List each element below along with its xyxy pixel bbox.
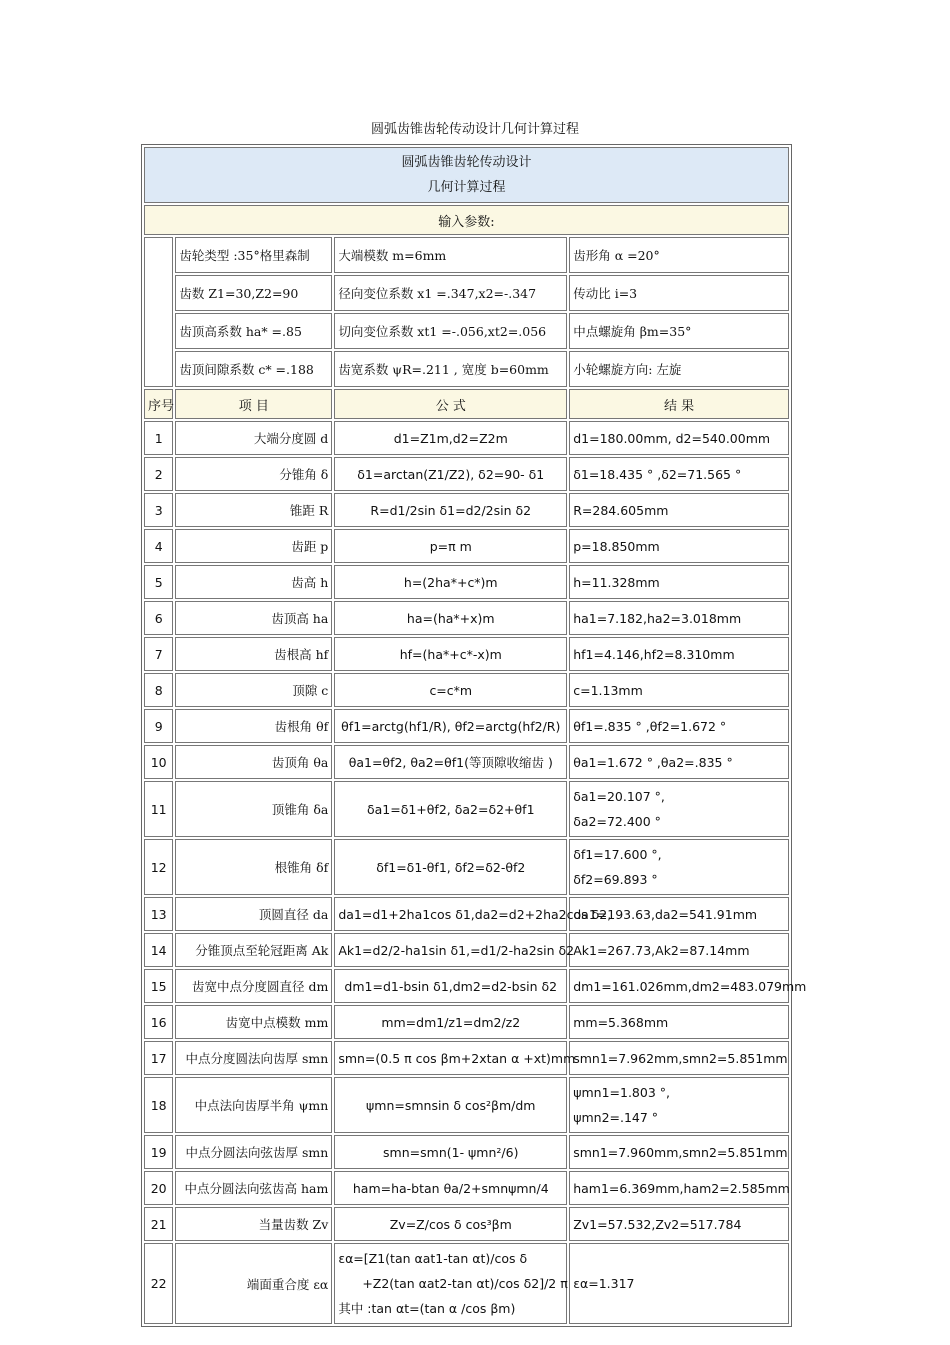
- result-line: p=18.850mm: [573, 538, 660, 554]
- table-row: [144, 781, 789, 837]
- row-number: 11: [144, 781, 173, 837]
- result-line: h=11.328mm: [573, 574, 660, 590]
- row-number: 4: [144, 529, 173, 563]
- row-item: 端面重合度 εα: [175, 1243, 332, 1324]
- row-item: 齿根角 θf: [175, 709, 332, 743]
- row-result: [569, 1243, 789, 1324]
- row-formula: dm1=d1-bsin δ1,dm2=d2-bsin δ2: [334, 969, 567, 1003]
- row-formula: ψmn=smnsin δ cos²βm/dm: [334, 1077, 567, 1133]
- row-number: 13: [144, 897, 173, 931]
- result-line: d1=180.00mm, d2=540.00mm: [573, 430, 771, 446]
- row-result: [569, 457, 789, 491]
- row-item: 中点分度圆法向齿厚 smn: [175, 1041, 332, 1075]
- result-line: Ak1=267.73,Ak2=87.14mm: [573, 942, 750, 958]
- result-line: εα=1.317: [573, 1276, 635, 1291]
- row-number: 22: [144, 1243, 173, 1324]
- row-result: [569, 493, 789, 527]
- table-row: [144, 1243, 789, 1324]
- table-row: [144, 1207, 789, 1241]
- result-line: δf2=69.893 °: [573, 872, 658, 887]
- table-row: [144, 969, 789, 1003]
- row-formula: Zv=Z/cos δ cos³βm: [334, 1207, 567, 1241]
- row-number: 2: [144, 457, 173, 491]
- row-formula: p=π m: [334, 529, 567, 563]
- result-line: δa1=20.107 °,: [573, 789, 665, 804]
- row-item: 齿顶角 θa: [175, 745, 332, 779]
- table-row: [144, 1005, 789, 1039]
- result-line: ψmn1=1.803 °,: [573, 1085, 670, 1100]
- header-line-1: 圆弧齿锥齿轮传动设计: [401, 155, 532, 170]
- input-parameters-label: 输入参数:: [144, 205, 789, 235]
- row-number: 15: [144, 969, 173, 1003]
- row-number: 6: [144, 601, 173, 635]
- row-result: [569, 1005, 789, 1039]
- table-row: [144, 529, 789, 563]
- row-item: 齿根高 hf: [175, 637, 332, 671]
- row-item: 锥距 R: [175, 493, 332, 527]
- row-result: [569, 565, 789, 599]
- result-line: δ1=18.435 ° ,δ2=71.565 °: [573, 466, 742, 482]
- row-number: 7: [144, 637, 173, 671]
- row-result: [569, 637, 789, 671]
- row-number: 20: [144, 1171, 173, 1205]
- row-result: [569, 709, 789, 743]
- row-formula: ham=ha-btan θa/2+smnψmn/4: [334, 1171, 567, 1205]
- result-line: da1=193.63,da2=541.91mm: [573, 906, 758, 922]
- row-formula: da1=d1+2ha1cos δ1,da2=d2+2ha2cos δ2,: [334, 897, 567, 931]
- row-item: 齿距 p: [175, 529, 332, 563]
- row-item: 顶圆直径 da: [175, 897, 332, 931]
- row-result: [569, 969, 807, 1003]
- formula-line: 其中 :tan αt=(tan α /cos βm): [338, 1301, 516, 1316]
- row-formula: h=(2ha*+c*)m: [334, 565, 567, 599]
- row-result: [569, 1207, 789, 1241]
- row-number: 10: [144, 745, 173, 779]
- row-result: [569, 933, 789, 967]
- row-number: 14: [144, 933, 173, 967]
- row-number: 9: [144, 709, 173, 743]
- row-formula: R=d1/2sin δ1=d2/2sin δ2: [334, 493, 567, 527]
- param-spiral-angle: 中点螺旋角 βm=35°: [569, 313, 789, 349]
- table-row: [144, 1077, 789, 1133]
- calculation-table: [141, 144, 807, 1327]
- param-module: 大端模数 m=6mm: [334, 237, 567, 273]
- row-item: 分锥顶点至轮冠距离 Ak: [175, 933, 332, 967]
- row-item: 分锥角 δ: [175, 457, 332, 491]
- result-line: R=284.605mm: [573, 502, 669, 518]
- param-spiral-hand: 小轮螺旋方向: 左旋: [569, 351, 789, 387]
- row-result: [569, 1135, 789, 1169]
- row-formula: δ1=arctan(Z1/Z2), δ2=90- δ1: [334, 457, 567, 491]
- table-row: [144, 933, 789, 967]
- result-line: smn1=7.960mm,smn2=5.851mm: [573, 1144, 788, 1160]
- result-line: δa2=72.400 °: [573, 814, 661, 829]
- row-number: 17: [144, 1041, 173, 1075]
- row-formula: d1=Z1m,d2=Z2m: [334, 421, 567, 455]
- row-formula: δf1=δ1-θf1, δf2=δ2-θf2: [334, 839, 567, 895]
- result-line: ψmn2=.147 °: [573, 1110, 659, 1125]
- table-row: [144, 745, 789, 779]
- row-formula: δa1=δ1+θf2, δa2=δ2+θf1: [334, 781, 567, 837]
- param-clearance-coef: 齿顶间隙系数 c* =.188: [175, 351, 332, 387]
- row-number: 5: [144, 565, 173, 599]
- row-item: 齿高 h: [175, 565, 332, 599]
- row-result: [569, 1041, 789, 1075]
- table-row: [144, 709, 789, 743]
- result-line: dm1=161.026mm,dm2=483.079mm: [573, 978, 807, 994]
- row-item: 齿顶高 ha: [175, 601, 332, 635]
- table-row: [144, 457, 789, 491]
- row-number: 21: [144, 1207, 173, 1241]
- table-row: [144, 601, 789, 635]
- row-formula: mm=dm1/z1=dm2/z2: [334, 1005, 567, 1039]
- table-row: [144, 565, 789, 599]
- col-header-result: 结 果: [569, 389, 789, 419]
- result-line: mm=5.368mm: [573, 1014, 669, 1030]
- row-formula: hf=(ha*+c*-x)m: [334, 637, 567, 671]
- table-row: [144, 897, 789, 931]
- row-result: [569, 897, 789, 931]
- row-number: 12: [144, 839, 173, 895]
- param-gear-type: 齿轮类型 :35°格里森制: [175, 237, 332, 273]
- row-formula: smn=(0.5 π cos βm+2xtan α +xt)mm: [334, 1041, 567, 1075]
- table-row: [144, 673, 789, 707]
- param-face-width: 齿宽系数 ψR=.211 , 宽度 b=60mm: [334, 351, 567, 387]
- row-formula: θa1=θf2, θa2=θf1(等顶隙收缩齿 ): [334, 745, 567, 779]
- row-formula: smn=smn(1- ψmn²/6): [334, 1135, 567, 1169]
- row-formula: [334, 1243, 567, 1324]
- row-number: 19: [144, 1135, 173, 1169]
- row-result: [569, 421, 789, 455]
- row-number: 1: [144, 421, 173, 455]
- param-teeth-count: 齿数 Z1=30,Z2=90: [175, 275, 332, 311]
- table-row: [144, 421, 789, 455]
- param-addendum-coef: 齿顶高系数 ha* =.85: [175, 313, 332, 349]
- row-result: [569, 781, 789, 837]
- header-line-2: 几何计算过程: [427, 180, 506, 195]
- param-radial-shift: 径向变位系数 x1 =.347,x2=-.347: [334, 275, 567, 311]
- row-number: 8: [144, 673, 173, 707]
- result-line: ham1=6.369mm,ham2=2.585mm: [573, 1180, 790, 1196]
- table-row: [144, 637, 789, 671]
- param-tangential-shift: 切向变位系数 xt1 =-.056,xt2=.056: [334, 313, 567, 349]
- table-row: [144, 493, 789, 527]
- result-line: Zv1=57.532,Zv2=517.784: [573, 1216, 742, 1232]
- result-line: c=1.13mm: [573, 682, 643, 698]
- table-row: [144, 1171, 789, 1205]
- row-result: [569, 673, 789, 707]
- row-item: 顶隙 c: [175, 673, 332, 707]
- col-header-no: 序号: [144, 389, 173, 419]
- row-result: [569, 529, 789, 563]
- row-result: [569, 601, 789, 635]
- param-blank-cell: [144, 237, 173, 387]
- row-result: [569, 839, 789, 895]
- table-row: [144, 839, 789, 895]
- param-ratio: 传动比 i=3: [569, 275, 789, 311]
- document-title: 圆弧齿锥齿轮传动设计几何计算过程: [370, 122, 579, 137]
- result-line: hf1=4.146,hf2=8.310mm: [573, 646, 735, 662]
- col-header-item: 项 目: [175, 389, 332, 419]
- row-number: 3: [144, 493, 173, 527]
- formula-line: +Z2(tan αat2-tan αt)/cos δ2]/2 π: [362, 1276, 568, 1291]
- row-formula: Ak1=d2/2-ha1sin δ1,=d1/2-ha2sin δ2: [334, 933, 567, 967]
- result-line: ha1=7.182,ha2=3.018mm: [573, 610, 742, 626]
- table-row: [144, 1041, 789, 1075]
- table-row: [144, 1135, 789, 1169]
- row-item: 中点分圆法向弦齿厚 smn: [175, 1135, 332, 1169]
- row-formula: θf1=arctg(hf1/R), θf2=arctg(hf2/R): [334, 709, 567, 743]
- row-item: 中点法向齿厚半角 ψmn: [175, 1077, 332, 1133]
- result-line: θa1=1.672 ° ,θa2=.835 °: [573, 754, 733, 770]
- row-item: 齿宽中点模数 mm: [175, 1005, 332, 1039]
- result-line: θf1=.835 ° ,θf2=1.672 °: [573, 718, 727, 734]
- row-item: 中点分圆法向弦齿高 ham: [175, 1171, 332, 1205]
- formula-line: εα=[Z1(tan αat1-tan αt)/cos δ: [338, 1251, 528, 1266]
- row-item: 根锥角 δf: [175, 839, 332, 895]
- row-result: [569, 1171, 789, 1205]
- row-number: 16: [144, 1005, 173, 1039]
- table-header: [144, 147, 789, 203]
- row-result: [569, 1077, 789, 1133]
- row-formula: ha=(ha*+x)m: [334, 601, 567, 635]
- param-pressure-angle: 齿形角 α =20°: [569, 237, 789, 273]
- row-formula: c=c*m: [334, 673, 567, 707]
- result-line: δf1=17.600 °,: [573, 847, 662, 862]
- row-result: [569, 745, 789, 779]
- row-item: 大端分度圆 d: [175, 421, 332, 455]
- row-item: 齿宽中点分度圆直径 dm: [175, 969, 332, 1003]
- row-number: 18: [144, 1077, 173, 1133]
- row-item: 当量齿数 Zv: [175, 1207, 332, 1241]
- result-line: smn1=7.962mm,smn2=5.851mm: [573, 1050, 788, 1066]
- col-header-formula: 公 式: [334, 389, 567, 419]
- row-item: 顶锥角 δa: [175, 781, 332, 837]
